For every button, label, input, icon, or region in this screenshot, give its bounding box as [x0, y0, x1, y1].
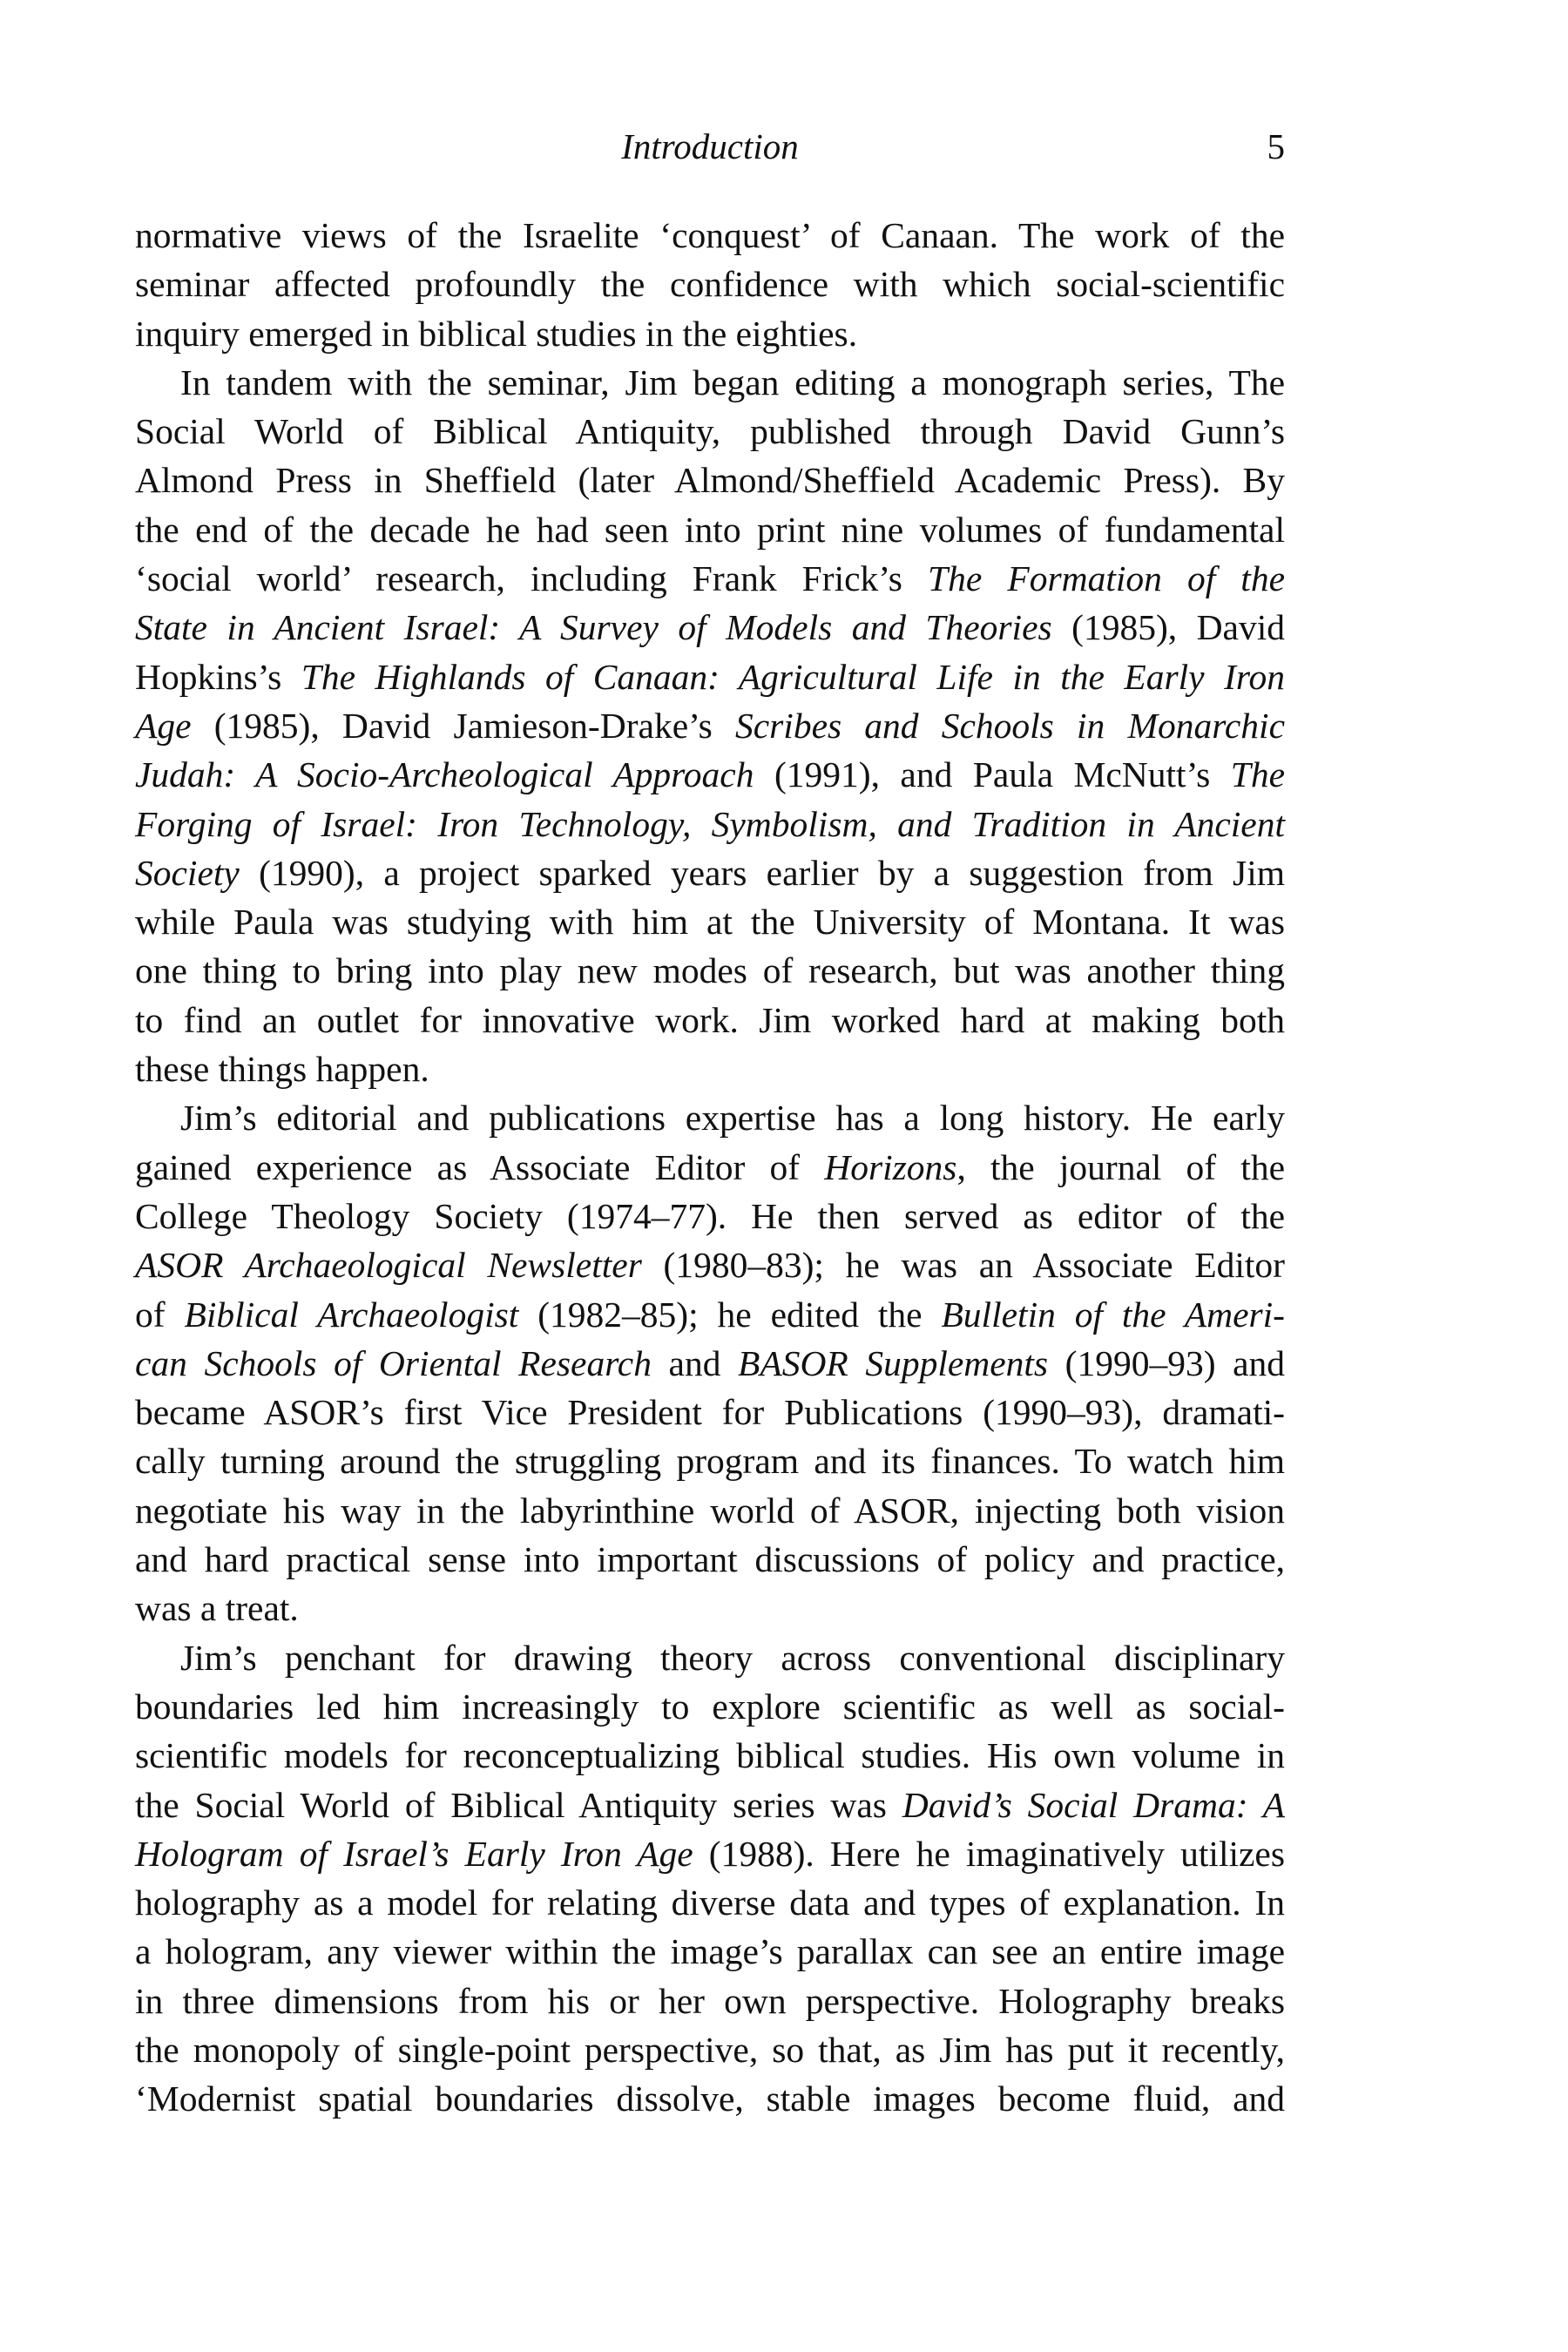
text-span: Jim’s penchant for drawing theory across conventional disciplinary — [180, 1637, 1285, 1678]
text-span: while Paula was studying with him at the University of Montana. It was — [135, 902, 1285, 943]
text-span: (1991), and Paula McNutt’s — [754, 754, 1231, 795]
book-title: David’s Social Drama: A — [902, 1784, 1285, 1825]
text-span: was a treat. — [135, 1588, 299, 1629]
text-span: cally turning around the struggling program and its finances. To watch him — [135, 1441, 1285, 1482]
text-span: ‘social world’ research, including Frank Frick’s — [135, 558, 929, 599]
text-line — [135, 1436, 1285, 1485]
text-line — [135, 1682, 1285, 1731]
text-line — [135, 260, 1285, 308]
text-span: Hopkins’s — [135, 656, 301, 697]
text-span: the monopoly of single-point perspective, so that, as Jim has put it recently, — [135, 2029, 1285, 2070]
book-title: The Formation of the — [928, 558, 1285, 599]
book-title: Scribes and Schools in Monarchic — [734, 705, 1285, 746]
text-line — [135, 1535, 1285, 1584]
text-line — [135, 309, 1285, 358]
text-line — [135, 1093, 1285, 1142]
book-title: Hologram of Israel’s Early Iron Age — [135, 1833, 693, 1874]
journal-title: Biblical Archaeologist — [184, 1294, 519, 1335]
text-span: (1988). Here he imaginatively utilizes — [693, 1833, 1285, 1874]
text-line — [135, 1388, 1285, 1436]
text-span: (1990), a project sparked years earlier by a suggestion from Jim — [239, 852, 1285, 893]
body-text — [135, 211, 1285, 2124]
journal-title: BASOR Supplements — [738, 1342, 1049, 1383]
book-title: State in Ancient Israel: A Survey of Models and Theories — [135, 607, 1052, 648]
journal-title: can Schools of Oriental Research — [135, 1342, 652, 1383]
text-line — [135, 1486, 1285, 1535]
text-span: became ASOR’s first Vice President for Publications (1990–93), dramati- — [135, 1392, 1285, 1433]
text-line — [135, 897, 1285, 946]
text-span: boundaries led him increasingly to explore scientific as well as social- — [135, 1686, 1285, 1727]
text-line — [135, 456, 1285, 504]
text-span: these things happen. — [135, 1049, 429, 1090]
text-line — [135, 603, 1285, 652]
text-line — [135, 1927, 1285, 1976]
text-line — [135, 800, 1285, 848]
text-span: (1985), David — [1051, 607, 1286, 648]
text-span: , the journal of the — [956, 1146, 1285, 1187]
text-span: (1982–85); he edited the — [518, 1294, 942, 1335]
text-span: and hard practical sense into important discussions of policy and practice, — [135, 1539, 1285, 1580]
text-span: of — [135, 1294, 185, 1335]
text-line — [135, 2074, 1285, 2123]
text-line — [135, 652, 1285, 701]
text-span: scientific models for reconceptualizing biblical studies. His own volume in — [135, 1735, 1285, 1776]
text-line — [135, 358, 1285, 407]
text-span: the end of the decade he had seen into print nine volumes of fundamental — [135, 509, 1285, 550]
text-span: College Theology Society (1974–77). He then served as editor of the — [135, 1195, 1285, 1236]
text-line — [135, 1192, 1285, 1240]
text-line — [135, 848, 1285, 897]
text-span: holography as a model for relating diverse data and types of explanation. In — [135, 1882, 1285, 1923]
text-line — [135, 1290, 1285, 1339]
text-line — [135, 554, 1285, 603]
text-line — [135, 2025, 1285, 2074]
text-line — [135, 946, 1285, 995]
text-line — [135, 701, 1285, 750]
text-line — [135, 1633, 1285, 1682]
page-number: 5 — [1267, 126, 1285, 166]
text-span: Almond Press in Sheffield (later Almond/Sheffield Academic Press). By — [135, 460, 1285, 501]
text-line — [135, 1240, 1285, 1289]
text-line — [135, 1731, 1285, 1780]
text-line — [135, 1977, 1285, 2025]
book-title: The Highlands of Canaan: Agricultural Life in the Early Iron — [301, 656, 1285, 697]
text-span: seminar affected profoundly the confidence with which social-scientific — [135, 264, 1285, 305]
text-span: Social World of Biblical Antiquity, published through David Gunn’s — [135, 411, 1285, 452]
text-span: to find an outlet for innovative work. Jim worked hard at making both — [135, 999, 1285, 1040]
book-title: Judah: A Socio-Archeological Approach — [135, 754, 754, 795]
journal-title: ASOR Archaeological Newsletter — [135, 1245, 642, 1286]
text-span: the Social World of Biblical Antiquity series was — [135, 1784, 902, 1825]
book-title: The — [1230, 754, 1285, 795]
book-title: Society — [135, 852, 240, 893]
text-span: one thing to bring into play new modes of research, but was another thing — [135, 950, 1285, 991]
text-span: (1980–83); he was an Associate Editor — [641, 1245, 1286, 1286]
text-span: in three dimensions from his or her own perspective. Holography breaks — [135, 1980, 1285, 2021]
text-span: a hologram, any viewer within the image’s parallax can see an entire image — [135, 1931, 1285, 1972]
text-span: (1985), David Jamieson-Drake’s — [191, 705, 735, 746]
text-line — [135, 407, 1285, 456]
text-span: (1990–93) and — [1048, 1342, 1285, 1383]
text-line — [135, 1878, 1285, 1927]
journal-title: Bulletin of the Ameri- — [941, 1294, 1285, 1335]
text-line — [135, 1584, 1285, 1632]
book-title: Forging of Israel: Iron Technology, Symbolism, and Tradition in Ancient — [135, 803, 1285, 844]
text-span: In tandem with the seminar, Jim began editing a monograph series, The — [180, 362, 1285, 402]
text-span: gained experience as Associate Editor of — [135, 1146, 825, 1187]
text-line — [135, 1781, 1285, 1829]
text-line — [135, 505, 1285, 554]
text-line — [135, 211, 1285, 260]
text-span: and — [651, 1342, 738, 1383]
text-span: Jim’s editorial and publications expertise has a long history. He early — [180, 1098, 1285, 1139]
book-title: Age — [135, 705, 192, 746]
text-line — [135, 1044, 1285, 1093]
journal-title: Horizons — [824, 1146, 957, 1187]
text-line — [135, 1339, 1285, 1388]
text-line — [135, 750, 1285, 799]
text-line — [135, 1143, 1285, 1192]
text-line — [135, 996, 1285, 1044]
text-span: inquiry emerged in biblical studies in the eighties. — [135, 313, 858, 354]
text-span: normative views of the Israelite ‘conquest’ of Canaan. The work of the — [135, 215, 1285, 255]
text-line — [135, 1829, 1285, 1878]
running-head — [135, 120, 1285, 172]
running-title: Introduction — [621, 126, 799, 166]
text-span: negotiate his way in the labyrinthine world of ASOR, injecting both vision — [135, 1490, 1285, 1531]
text-span: ‘Modernist spatial boundaries dissolve, stable images become fluid, and — [135, 2078, 1285, 2119]
